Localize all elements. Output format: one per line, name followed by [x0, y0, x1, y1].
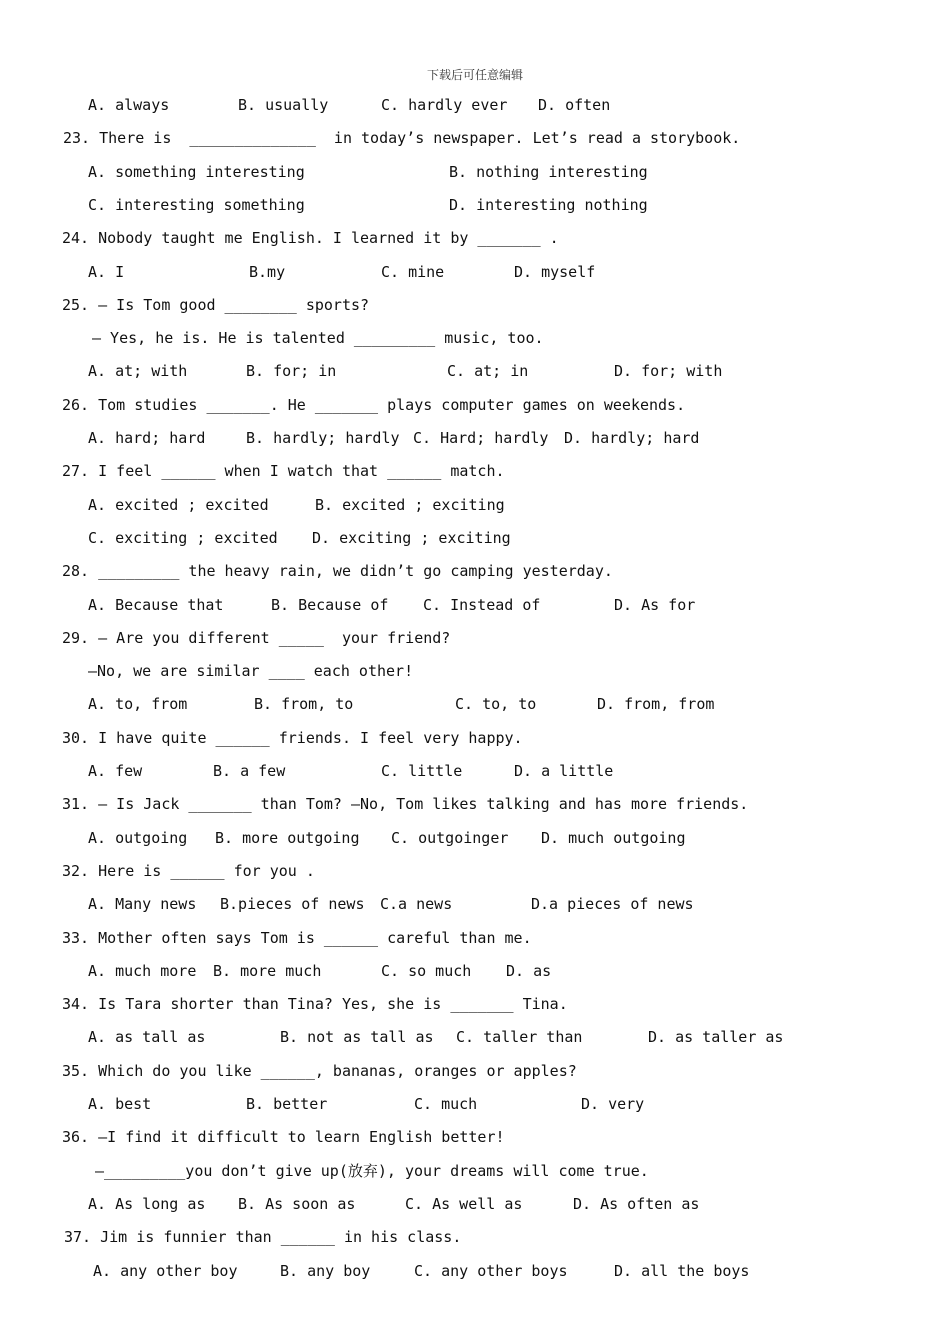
question-line: 37. Jim is funnier than ______ in his class. — [64, 1228, 462, 1247]
option-text: A. I — [88, 262, 125, 281]
option-text: D. interesting nothing — [449, 195, 648, 214]
page-header: 下载后可任意编辑 — [426, 68, 523, 82]
option-text: C. exciting ; excited — [88, 528, 278, 547]
question-line: —No, we are similar ____ each other! — [88, 662, 414, 681]
option-text: C. at; in — [447, 362, 529, 381]
option-text: B. As soon as — [238, 1194, 356, 1213]
option-text: B. a few — [213, 762, 286, 780]
option-text: D. very — [581, 1095, 645, 1113]
option-text: A. excited ; excited — [88, 495, 269, 514]
option-text: C. taller than — [456, 1028, 583, 1047]
question-line: 36. —I find it difficult to learn English better! — [62, 1128, 505, 1147]
option-text: C.a news — [380, 895, 453, 914]
option-text: B. more much — [213, 961, 322, 980]
option-text: A. something interesting — [88, 162, 305, 181]
option-text: D. hardly; hard — [564, 429, 700, 447]
option-text: A. much more — [88, 961, 197, 980]
question-line: 23. There is ______________ in today’s newspaper. Let’s read a storybook. — [63, 129, 741, 148]
option-text: D. from, from — [597, 695, 715, 714]
option-text: C. Hard; hardly — [413, 429, 549, 447]
option-text: B.my — [249, 262, 286, 281]
option-text: C. any other boys — [414, 1261, 568, 1280]
option-text: A. best — [88, 1095, 152, 1113]
option-text: D. exciting ; exciting — [312, 528, 511, 547]
option-text: B. from, to — [254, 695, 354, 714]
question-line: 31. — Is Jack _______ than Tom? —No, Tom likes talking and has more friends. — [62, 795, 749, 814]
option-text: B.pieces of news — [220, 895, 365, 914]
option-text: B. Because of — [271, 595, 389, 614]
option-text: D. much outgoing — [541, 828, 686, 847]
option-text: A. hard; hard — [88, 429, 206, 447]
option-text: A. to, from — [88, 695, 188, 714]
option-text: D.a pieces of news — [531, 895, 694, 914]
option-text: C. little — [381, 762, 463, 780]
option-text: A. at; with — [88, 362, 188, 381]
question-line: 35. Which do you like ______, bananas, oranges or apples? — [62, 1061, 577, 1080]
option-text: A. Because that — [88, 595, 224, 614]
option-text: B. for; in — [246, 362, 337, 381]
question-line: 33. Mother often says Tom is ______ careful than me. — [62, 928, 532, 947]
question-line: — Yes, he is. He is talented _________ music, too. — [92, 329, 544, 348]
question-line: 32. Here is ______ for you . — [62, 861, 315, 880]
question-line: 34. Is Tara shorter than Tina? Yes, she is _______ Tina. — [62, 995, 568, 1014]
option-text: B. more outgoing — [215, 828, 360, 847]
option-text: B. not as tall as — [280, 1028, 434, 1047]
question-line: 28. _________ the heavy rain, we didn’t go camping yesterday. — [62, 562, 613, 581]
option-text: D. As often as — [573, 1194, 700, 1213]
option-text: A. outgoing — [88, 828, 188, 847]
option-text: A. Many news — [88, 895, 197, 914]
option-text: C. outgoinger — [391, 828, 509, 847]
option-text: D. As for — [614, 595, 696, 614]
question-line: 25. — Is Tom good ________ sports? — [62, 295, 370, 314]
option-text: B. any boy — [280, 1261, 371, 1280]
option-text: B. excited ; exciting — [315, 495, 505, 514]
option-text: C. to, to — [455, 695, 537, 714]
option-text: B. nothing interesting — [449, 162, 648, 181]
option-text: A. always — [88, 96, 170, 114]
option-text: A. few — [88, 762, 143, 780]
option-text: D. often — [538, 96, 611, 114]
option-text: C. interesting something — [88, 195, 305, 214]
option-text: C. much — [414, 1095, 478, 1113]
option-text: B. usually — [238, 96, 329, 114]
question-line: 30. I have quite ______ friends. I feel very happy. — [62, 728, 523, 747]
question-line: 27. I feel ______ when I watch that ______ match. — [62, 462, 505, 481]
option-text: B. better — [246, 1095, 328, 1113]
option-text: A. as tall as — [88, 1028, 206, 1047]
option-text: C. hardly ever — [381, 96, 508, 114]
question-line: 29. — Are you different _____ your friend? — [62, 628, 451, 647]
option-text: C. As well as — [405, 1194, 523, 1213]
option-text: C. mine — [381, 262, 445, 281]
option-text: D. as — [506, 961, 552, 980]
option-text: D. a little — [514, 762, 614, 780]
option-text: A. any other boy — [93, 1261, 238, 1280]
option-text: C. Instead of — [423, 595, 541, 614]
option-text: D. myself — [514, 262, 596, 281]
option-text: D. for; with — [614, 362, 723, 381]
option-text: C. so much — [381, 961, 472, 980]
option-text: D. as taller as — [648, 1028, 784, 1047]
question-line: 26. Tom studies _______. He _______ plays computer games on weekends. — [62, 395, 686, 414]
question-line: —_________you don’t give up(放弃), your dreams will come true. — [95, 1161, 649, 1180]
question-line: 24. Nobody taught me English. I learned it by _______ . — [62, 229, 559, 248]
option-text: A. As long as — [88, 1194, 206, 1213]
option-text: D. all the boys — [614, 1261, 750, 1280]
option-text: B. hardly; hardly — [246, 429, 400, 447]
